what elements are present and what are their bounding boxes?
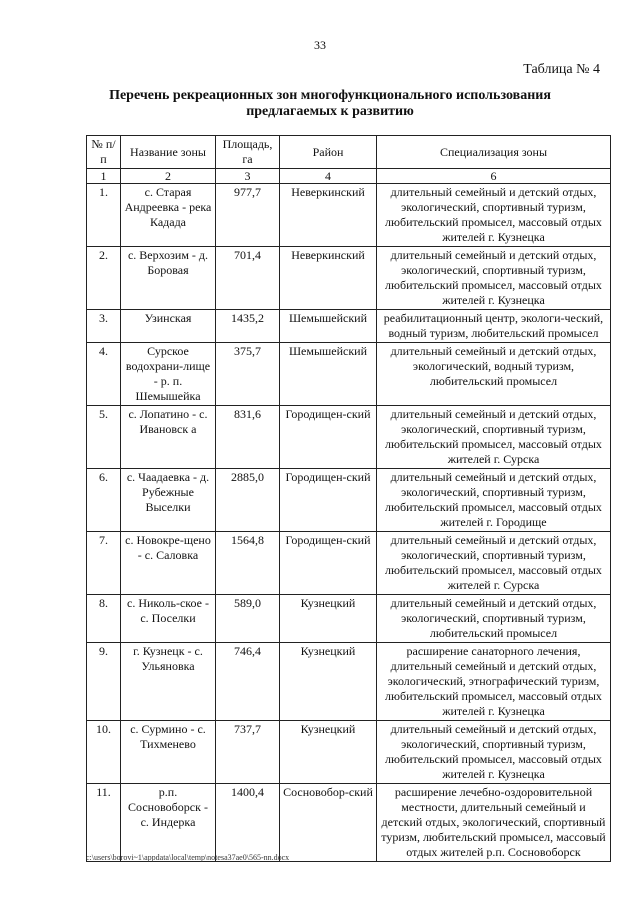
table-row [87,784,611,862]
table-row [87,247,611,310]
file-path-footer: c:\users\borovi~1\appdata\local\temp\notesa37ae0\565-nn.docx [86,853,290,862]
table-row [87,406,611,469]
zone-specialization: длительный семейный и детский отдых, экологический, спортивный туризм, любительский промысел [377,595,611,643]
zone-district: Городищен-ский [280,532,377,595]
table-label: Таблица № 4 [523,62,600,77]
zone-area: 831,6 [216,406,280,469]
row-number: 5. [87,406,121,469]
zone-specialization: расширение санаторного лечения, длительный семейный и детский отдых, экологический, этнографический туризм, любительский промысел, массовый отдых жителей г. Кузнецка [377,643,611,721]
zone-district: Городищен-ский [280,406,377,469]
page-number: 33 [314,38,326,52]
zone-area: 1564,8 [216,532,280,595]
column-index: 4 [280,169,377,184]
zone-specialization: длительный семейный и детский отдых, экологический, спортивный туризм, любительский промысел, массовый отдых жителей г. Сурска [377,406,611,469]
row-number: 10. [87,721,121,784]
zone-name: с. Новокре-щено - с. Саловка [121,532,216,595]
header-num: № п/п [87,136,121,169]
row-number: 2. [87,247,121,310]
recreation-zones-table [86,135,611,862]
row-number: 3. [87,310,121,343]
header-name: Название зоны [121,136,216,169]
zone-name: р.п. Сосновоборск - с. Индерка [121,784,216,862]
header-area: Площадь, га [216,136,280,169]
table-header-row [87,136,611,169]
table-row [87,595,611,643]
zone-name: с. Николь-ское - с. Поселки [121,595,216,643]
zone-area: 701,4 [216,247,280,310]
zone-name: с. Лопатино - с. Ивановск а [121,406,216,469]
zone-area: 2885,0 [216,469,280,532]
zone-specialization: расширение лечебно-оздоровительной местности, длительный семейный и детский отдых, экологический, спортивный туризм, любительский промысел, массовый отдых жителей р.п. Сосновоборск [377,784,611,862]
zone-area: 589,0 [216,595,280,643]
header-district: Район [280,136,377,169]
column-index: 2 [121,169,216,184]
row-number: 11. [87,784,121,862]
table-row [87,643,611,721]
table-row [87,532,611,595]
row-number: 4. [87,343,121,406]
zone-specialization: длительный семейный и детский отдых, экологический, спортивный туризм, любительский промысел, массовый отдых жителей г. Сурска [377,532,611,595]
row-number: 7. [87,532,121,595]
zone-area: 746,4 [216,643,280,721]
zone-district: Неверкинский [280,184,377,247]
column-index: 6 [377,169,611,184]
zone-district: Шемышейский [280,343,377,406]
zone-district: Городищен-ский [280,469,377,532]
column-index: 1 [87,169,121,184]
zone-specialization: длительный семейный и детский отдых, экологический, спортивный туризм, любительский промысел, массовый отдых жителей г. Кузнецка [377,721,611,784]
column-index-row [87,169,611,184]
table-row [87,343,611,406]
zone-name: с. Старая Андреевка - река Кадада [121,184,216,247]
zone-district: Шемышейский [280,310,377,343]
row-number: 9. [87,643,121,721]
zone-specialization: длительный семейный и детский отдых, экологический, спортивный туризм, любительский промысел, массовый отдых жителей г. Городище [377,469,611,532]
zone-name: Сурское водохрани-лище - р. п. Шемышейка [121,343,216,406]
zone-district: Кузнецкий [280,721,377,784]
zone-area: 977,7 [216,184,280,247]
header-spec: Специализация зоны [377,136,611,169]
zone-name: г. Кузнецк - с. Ульяновка [121,643,216,721]
zone-district: Кузнецкий [280,595,377,643]
zone-area: 1400,4 [216,784,280,862]
table-row [87,469,611,532]
zone-specialization: длительный семейный и детский отдых, экологический, водный туризм, любительский промысел [377,343,611,406]
table-row [87,310,611,343]
zone-district: Кузнецкий [280,643,377,721]
row-number: 1. [87,184,121,247]
zone-name: с. Сурмино - с. Тихменево [121,721,216,784]
column-index: 3 [216,169,280,184]
row-number: 6. [87,469,121,532]
row-number: 8. [87,595,121,643]
zone-area: 1435,2 [216,310,280,343]
zone-area: 375,7 [216,343,280,406]
zone-name: с. Верхозим - д. Боровая [121,247,216,310]
table-row [87,721,611,784]
zone-name: с. Чаадаевка - д. Рубежные Выселки [121,469,216,532]
zone-name: Узинская [121,310,216,343]
zone-specialization: длительный семейный и детский отдых, экологический, спортивный туризм, любительский промысел, массовый отдых жителей г. Кузнецка [377,184,611,247]
document-title: Перечень рекреационных зон многофункционального использования предлагаемых к развитию [109,88,551,119]
zone-specialization: реабилитационный центр, экологи-ческий, водный туризм, любительский промысел [377,310,611,343]
table-row [87,184,611,247]
zone-area: 737,7 [216,721,280,784]
zone-district: Неверкинский [280,247,377,310]
zone-district: Сосновобор-ский [280,784,377,862]
zone-specialization: длительный семейный и детский отдых, экологический, спортивный туризм, любительский промысел, массовый отдых жителей г. Кузнецка [377,247,611,310]
